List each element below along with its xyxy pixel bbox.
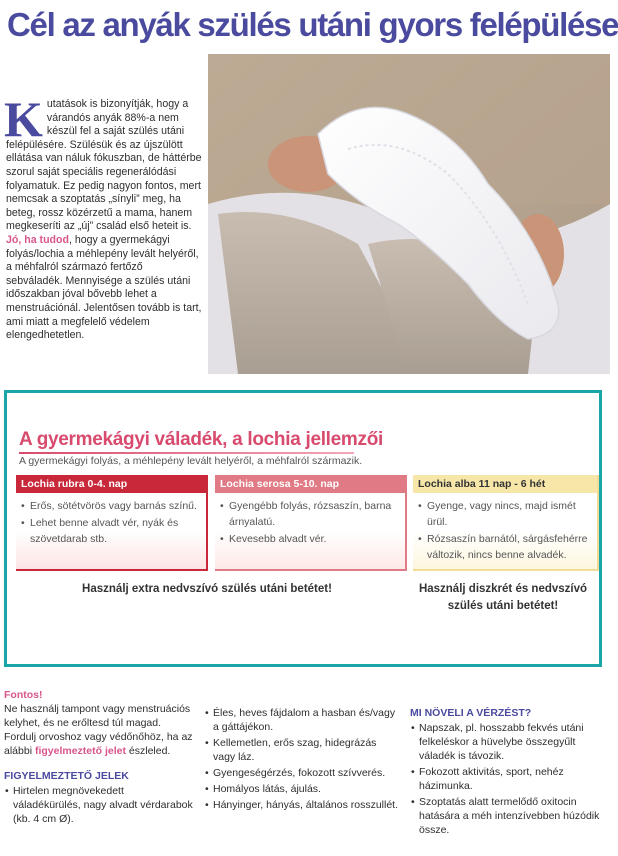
list-item: • Éles, heves fájdalom a hasban és/vagy a gáttájékon. — [213, 706, 400, 734]
title-underline — [19, 452, 354, 454]
cta-discreet: Használj diszkrét és nedvszívó szülés utáni betétet! — [418, 583, 588, 612]
list-item: • Gyenge, vagy nincs, majd ismét ürül. — [427, 498, 597, 530]
hero-photo-illustration — [208, 54, 610, 374]
list-item: • Rózsaszín barnától, sárgásfehérre változik, nincs benne alvadék. — [427, 531, 597, 563]
list-item: • Hirtelen megnövekedett váladékürülés, nagy alvadt vérdarabok (kb. 4 cm Ø). — [13, 784, 194, 826]
intro-highlight: Jó, ha tudod — [6, 233, 69, 246]
intro-text — [4, 91, 202, 343]
important-text-part1: Ne használj tampont vagy menstruációs kelyhet, és ne erőltesd túl magad. Fordulj orvoshoz vagy védőnőhöz, ha az alábbi — [4, 703, 193, 757]
lochia-serosa-column — [215, 475, 407, 571]
cta-extra-absorbent: Használj extra nedvszívó szülés utáni betétet! — [82, 583, 332, 595]
warning-signs-title: FIGYELMEZTETŐ JELEK — [4, 770, 129, 782]
list-item: • Szoptatás alatt termelődő oxitocin hatására a méh intenzívebben húzódik össze. — [419, 795, 610, 837]
important-label: Fontos! — [4, 689, 43, 701]
list-item: • Fokozott aktivitás, sport, nehéz házimunka. — [419, 765, 610, 793]
page-title: Cél az anyák szülés utáni gyors felépülése — [7, 6, 618, 43]
bleeding-increase-title: MI NÖVELI A VÉRZÉST? — [410, 707, 532, 719]
column-header: Lochia alba 11 nap - 6 hét — [413, 475, 597, 493]
list-item: • Gyengeségérzés, fokozott szívverés. — [213, 766, 400, 780]
hero-photo — [208, 54, 610, 374]
lochia-alba-column — [413, 475, 599, 571]
important-highlight: figyelmeztető jelet — [34, 745, 126, 757]
column-header: Lochia serosa 5-10. nap — [215, 475, 405, 493]
list-item: • Kellemetlen, erős szag, hidegrázás vagy láz. — [213, 736, 400, 764]
bleeding-increase-column — [410, 706, 610, 839]
lochia-info-box — [4, 390, 602, 667]
important-column — [4, 688, 194, 828]
list-item: • Napszak, pl. hosszabb fekvés utáni felkeléskor a hüvelybe összegyűlt váladék is távozik. — [419, 721, 610, 763]
list-item: • Gyengébb folyás, rózsaszín, barna árnyalatú. — [229, 498, 405, 530]
column-header: Lochia rubra 0-4. nap — [16, 475, 206, 493]
important-text-part2: észleled. — [125, 745, 171, 757]
drop-cap: K — [4, 91, 43, 147]
important-text — [4, 702, 194, 758]
list-item: • Erős, sötétvörös vagy barnás színű. — [30, 498, 206, 514]
lochia-rubra-column — [16, 475, 208, 571]
list-item: • Hányinger, hányás, általános rosszullét. — [213, 798, 400, 812]
list-item: • Homályos látás, ájulás. — [213, 782, 400, 796]
list-item: • Lehet benne alvadt vér, nyák és szövetdarab stb. — [30, 515, 206, 547]
list-item: • Kevesebb alvadt vér. — [229, 531, 405, 547]
lochia-description: A gyermekágyi folyás, a méhlepény levált helyéről, a méhfalról származik. — [19, 455, 363, 467]
warning-signs-column — [204, 706, 400, 814]
intro-paragraph-1: utatások is bizonyítják, hogy a várandós anyák 88%-a nem készül fel a saját szülés utáni felépülésére. Szülésük és az újszülött ellátása van náluk fókuszban, de háttérbe szorul saját speciális regenerálódási folyamatuk. Ez pedig nagyon fontos, mert nemcsak a szoptatás „sínyli” meg, ha beteg, rossz közérzetű a mama, hanem megkeseríti az „új” család első heteit is. — [6, 98, 202, 233]
lochia-title: A gyermekágyi váladék, a lochia jellemzői — [19, 429, 384, 450]
intro-paragraph-2: , hogy a gyermekágyi folyás/lochia a méhlepény levált helyéről, a méhfalról származó fertőző sebváladék. Mennyisége a szülés utáni időszakban jóval bővebb lehet a menstruációnál. Jelentősen tovább is tart, ami miatt a megfelelő védelem elengedhetetlen. — [6, 233, 202, 342]
